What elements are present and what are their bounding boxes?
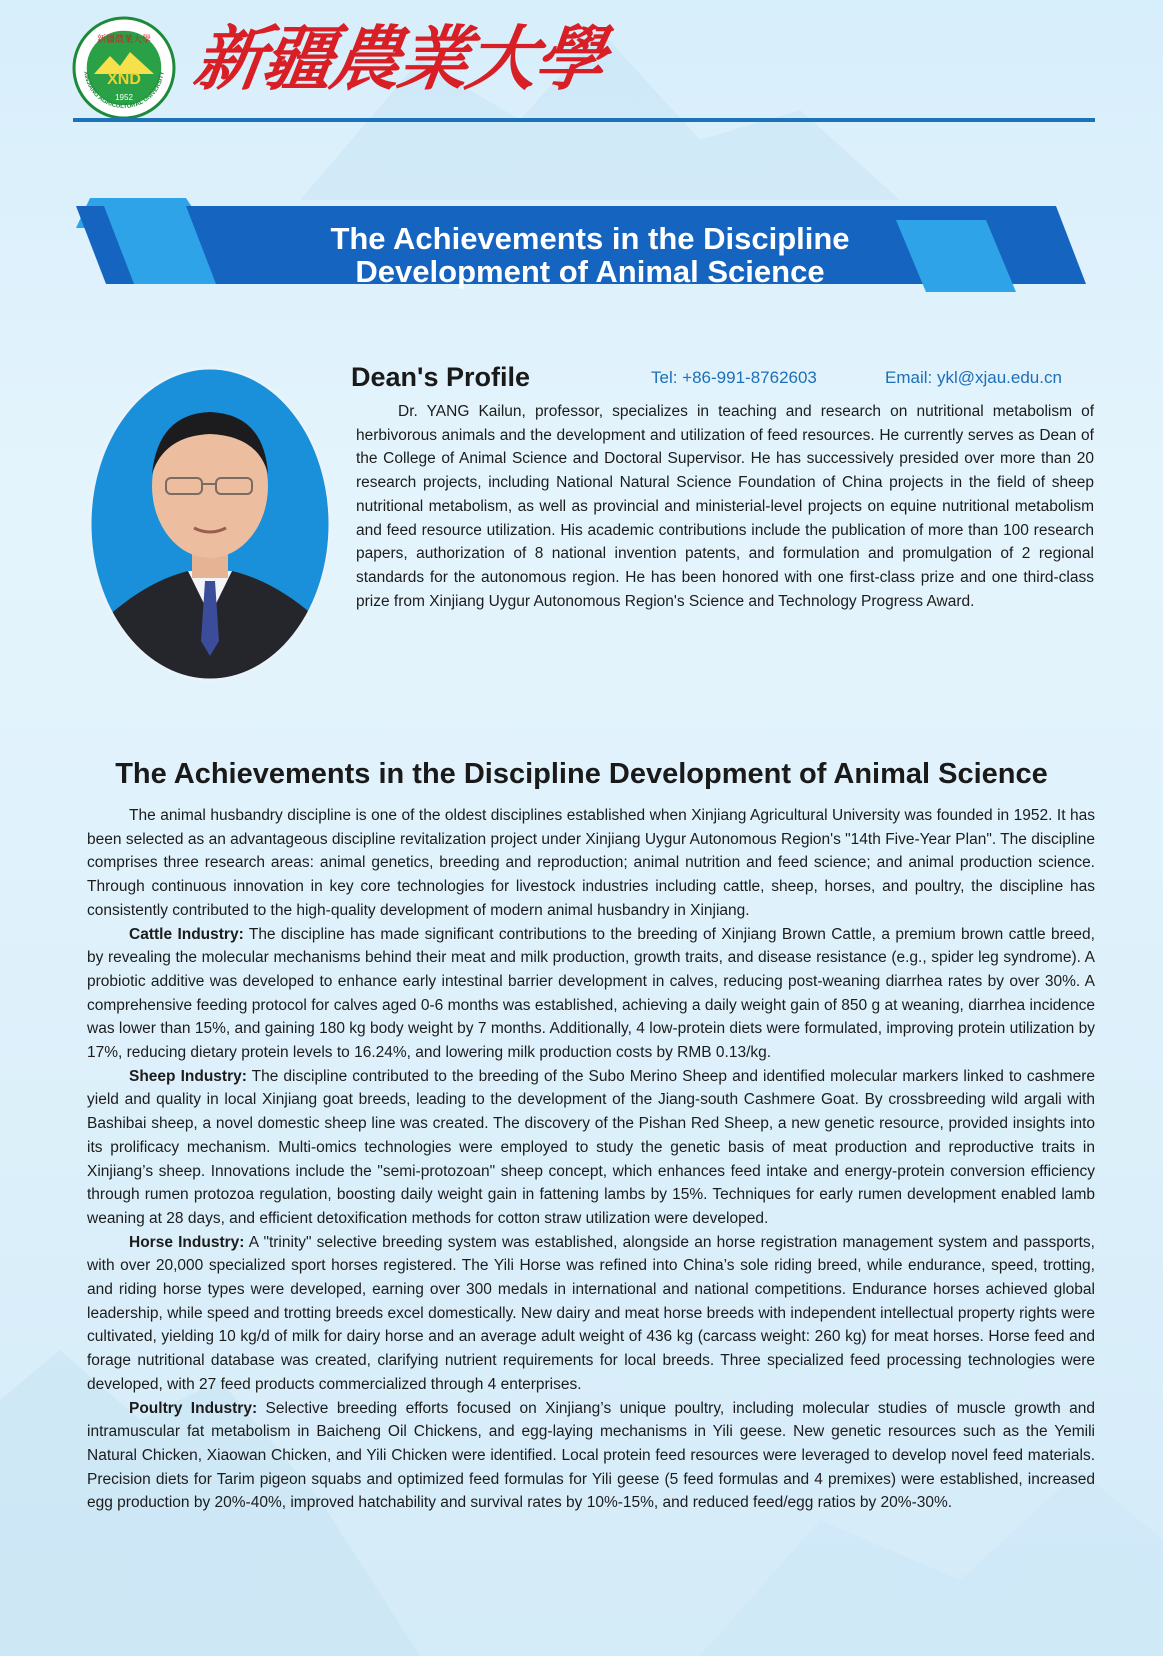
profile-email: Email: ykl@xjau.edu.cn: [885, 368, 1062, 387]
logo-emblem-text: 新疆農業大學: [96, 35, 152, 45]
cattle-text: The discipline has made significant contributions to the breeding of Xinjiang Brown Cattle, a premium brown cattle breed, by revealing the molecular mechanisms behind their meat and milk production, growth traits, and disease resistance (e.g., spider leg syndrome). A probiotic additive was developed to enhance early intestinal barrier development in calves, reducing post-weaning diarrhea rates by over 30%. A comprehensive feeding protocol for calves aged 0-6 months was established, achieving a daily weight gain of 850 g at weaning, diarrhea incidence was lower than 15%, and gaining 180 kg body weight by 7 months. Additionally, 4 low-protein diets were formulated, improving protein utilization by 17%, reducing dietary protein levels to 16.24%, and lowering milk production costs by RMB 0.13/kg.: [87, 925, 1095, 1062]
horse-label: Horse Industry:: [129, 1233, 245, 1251]
section-heading: The Achievements in the Discipline Development of Animal Science: [115, 758, 1048, 790]
poultry-label: Poultry Industry:: [129, 1399, 258, 1417]
sheep-label: Sheep Industry:: [129, 1067, 247, 1085]
banner-title-line2: Development of Animal Science: [355, 254, 825, 289]
poultry-text: Selective breeding efforts focused on Xinjiang’s unique poultry, including molecular studies of muscle growth and intramuscular fat metabolism in Baicheng Oil Chickens, and egg-laying mechanisms in Yili geese. New genetic resources such as the Yemili Natural Chicken, Xiaowan Chicken, and Yili Chicken were identified. Local protein feed resources were leveraged to develop novel feed materials. Precision diets for Tarim pigeon squabs and optimized feed formulas for Yili geese (5 feed formulas and 4 premixes) were established, increased egg production by 20%-40%, improved hatchability and survival rates by 10%-15%, and reduced feed/egg ratios by 20%-30%.: [87, 1399, 1095, 1512]
profile-tel: Tel: +86-991-8762603: [651, 368, 817, 387]
section-body: [87, 804, 1095, 1515]
horse-paragraph: [87, 1231, 1095, 1397]
banner-title: [180, 222, 1000, 288]
profile-body: Dr. YANG Kailun, professor, specializes in teaching and research on nutritional metabolism of herbivorous animals and the development and utilization of feed resources. He currently serves as Dean of the College of Animal Science and Doctoral Supervisor. He has successively presided over more than 20 research projects, including National Natural Science Foundation of China projects in the field of sheep nutritional metabolism, as well as provincial and ministerial-level projects on equine nutritional metabolism and feed resource utilization. His academic contributions include the publication of more than 100 research papers, authorization of 8 national invention patents, and formulation and promulgation of 2 regional standards for the autonomous region. He has been honored with one first-class prize and one third-class prize from Xinjiang Uygur Autonomous Region's Science and Technology Progress Award.: [356, 403, 1094, 610]
university-logo: [72, 16, 176, 120]
cattle-paragraph: [87, 923, 1095, 1065]
dean-portrait: [88, 366, 332, 682]
intro-paragraph: The animal husbandry discipline is one of the oldest disciplines established when Xinjiang Agricultural University was founded in 1952. It has been selected as an advantageous discipline revitalization project under Xinjiang Uygur Autonomous Region's "14th Five-Year Plan". The discipline comprises three research areas: animal genetics, breeding and reproduction; animal nutrition and feed science; and animal production science. Through continuous innovation in key core technologies for livestock industries including cattle, sheep, horses, and poultry, the discipline has consistently contributed to the high-quality development of modern animal husbandry in Xinjiang.: [87, 807, 1095, 919]
header-divider: [73, 118, 1095, 122]
banner-title-line1: The Achievements in the Discipline: [330, 221, 850, 256]
cattle-label: Cattle Industry:: [129, 925, 244, 943]
poultry-paragraph: [87, 1397, 1095, 1516]
profile-heading: Dean's Profile: [351, 362, 530, 392]
logo-year: 1952: [115, 93, 133, 102]
university-name-cn: 新疆農業大學: [189, 17, 609, 100]
logo-ring-text: XINJIANG AGRICULTURAL UNIVERSITY: [82, 70, 166, 111]
sheep-text: The discipline contributed to the breeding of the Subo Merino Sheep and identified molecular markers linked to cashmere yield and quality in local Xinjiang goat breeds, leading to the development of the Jiang-south Cashmere Goat. By crossbreeding wild argali with Bashibai sheep, a novel domestic sheep line was created. The discovery of the Pishan Red Sheep, a new genetic resource, provided insights into its prolificacy mechanism. Multi-omics technologies were employed to study the genetic basis of meat production and reproductive traits in Xinjiang’s sheep. Innovations include the "semi-protozoan" sheep concept, which enhances feed intake and energy-protein conversion efficiency through rumen protozoa regulation, boosting daily weight gain in fattening lambs by 15%. Techniques for early rumen development enabled lamb weaning at 28 days, and efficient detoxification methods for cotton straw utilization were developed.: [87, 1067, 1095, 1227]
logo-abbr: XND: [107, 71, 141, 88]
horse-text: A "trinity" selective breeding system was established, alongside an horse registration management system and passports, with over 20,000 specialized sport horses registered. The Yili Horse was refined into China’s sole riding breed, while endurance, speed, trotting, and riding horse types were developed, earning over 300 medals in international and national competitions. Endurance horses achieved global leadership, while speed and trotting breeds excel domestically. New dairy and meat horse breeds with independent intellectual property rights were cultivated, yielding 10 kg/d of milk for dairy horse and an average adult weight of 436 kg (carcass weight: 260 kg) for meat horses. Horse feed and forage nutritional database was created, clarifying nutrient requirements for local breeds. Three specialized feed processing technologies were developed, with 27 feed products commercialized through 4 enterprises.: [87, 1233, 1095, 1393]
sheep-paragraph: [87, 1065, 1095, 1231]
